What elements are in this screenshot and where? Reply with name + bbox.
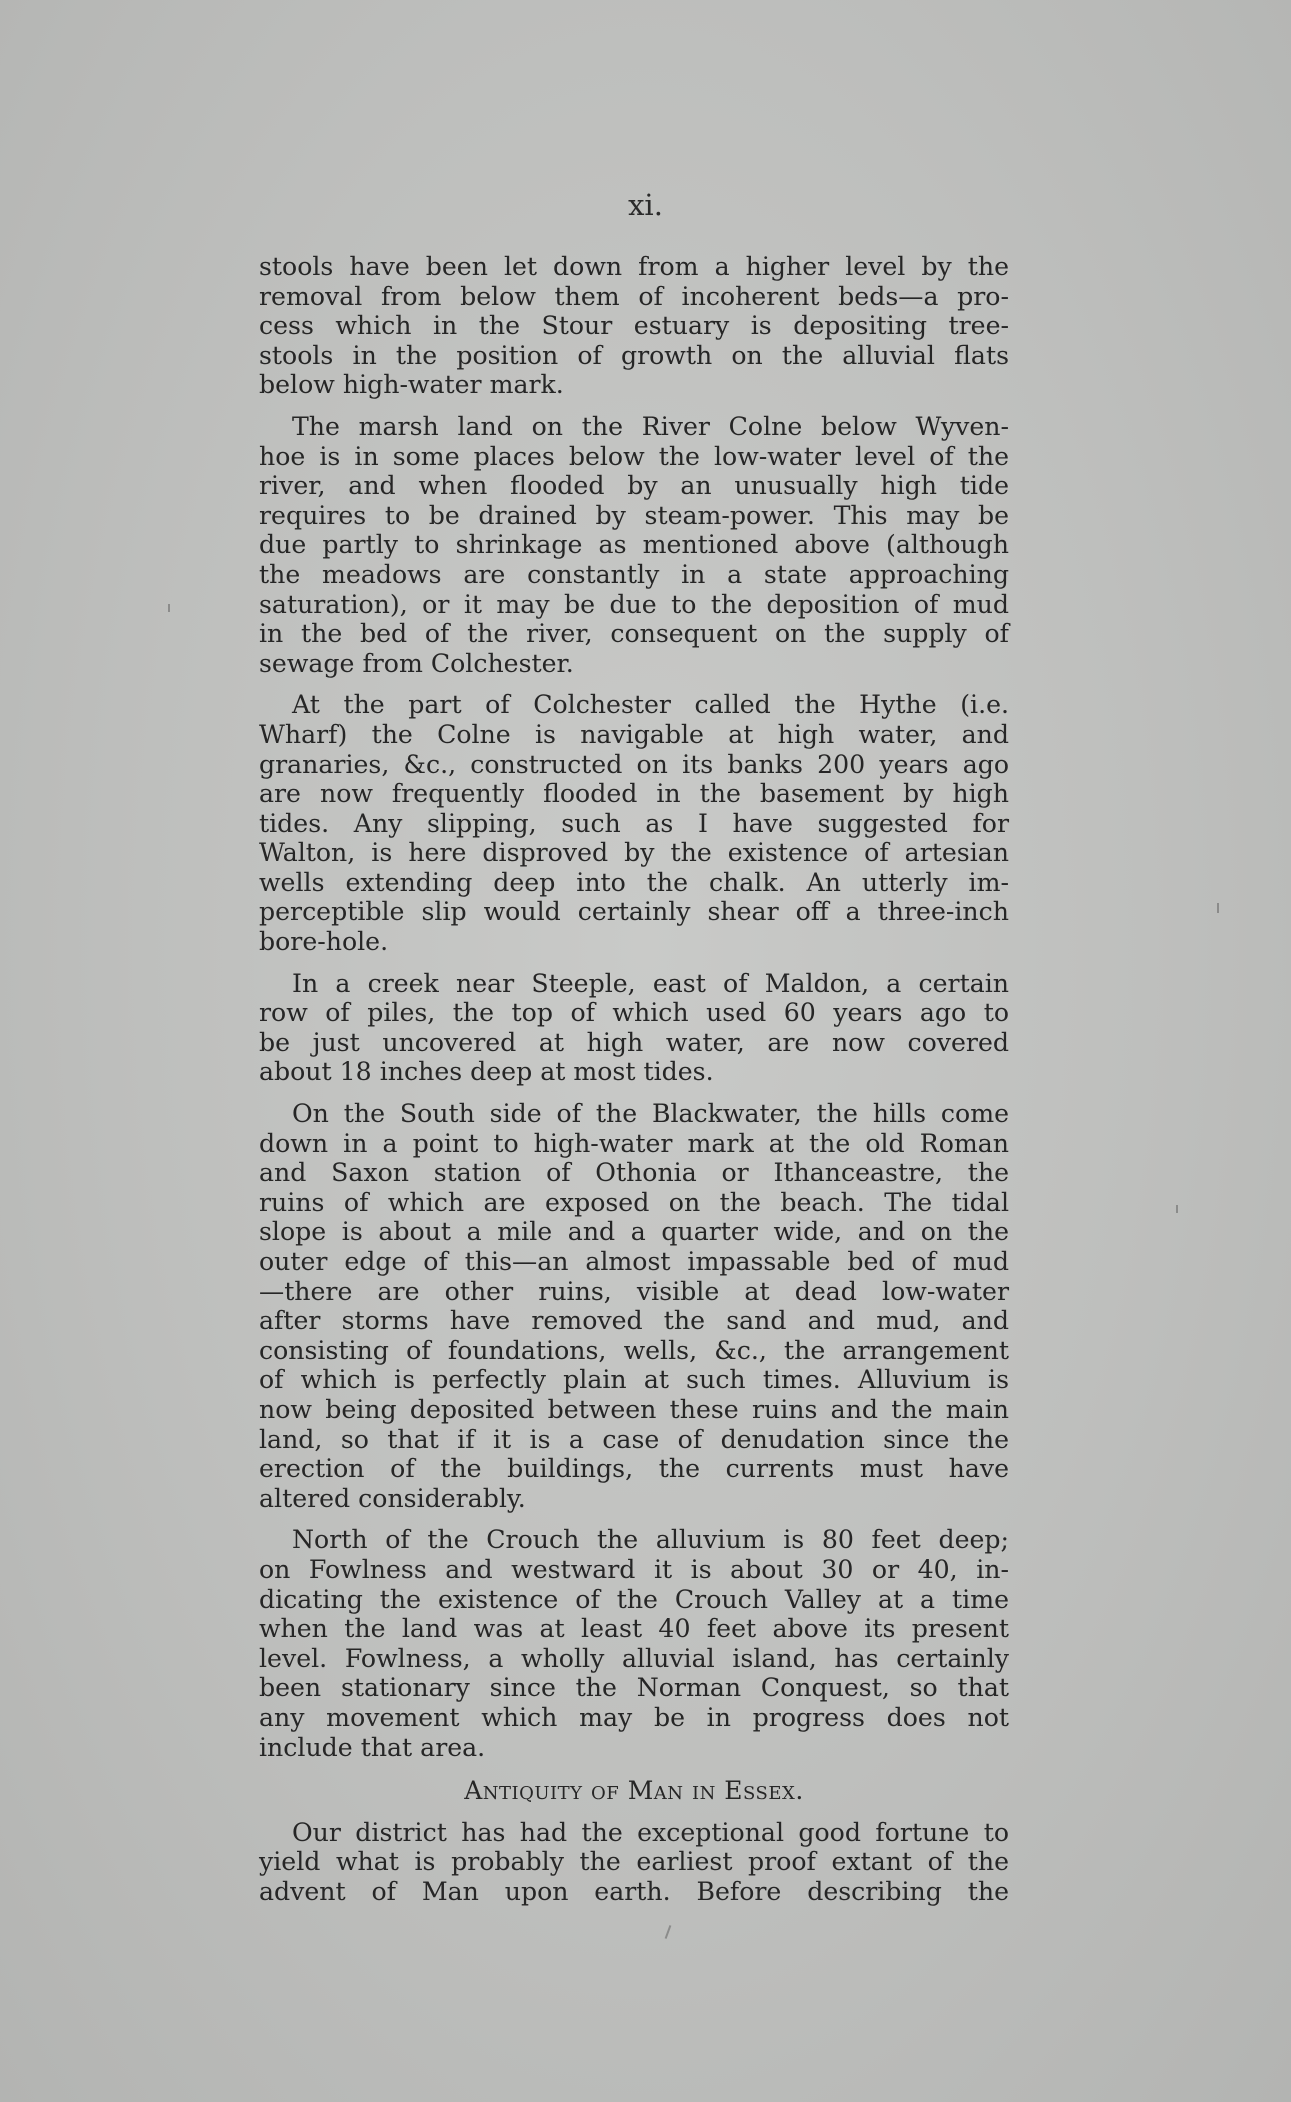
text-line: tides. Any slipping, such as I have suggested for <box>259 808 1009 838</box>
text-line: saturation), or it may be due to the deposition of mud <box>259 589 1009 619</box>
text-line: down in a point to high-water mark at the old Roman <box>259 1128 1009 1158</box>
paragraph-1 <box>259 252 1009 400</box>
paragraph-4 <box>259 969 1009 1087</box>
text-line: Wharf) the Colne is navigable at high water, and <box>259 719 1009 749</box>
text-line: erection of the buildings, the currents must have <box>259 1454 1009 1484</box>
text-line: altered considerably. <box>259 1483 526 1513</box>
text-column <box>259 252 1009 1918</box>
text-line: consisting of foundations, wells, &c., the arrangement <box>259 1335 1009 1365</box>
text-line: of which is perfectly plain at such times. Alluvium is <box>259 1365 1009 1395</box>
text-line: On the South side of the Blackwater, the hills come <box>292 1099 1009 1129</box>
text-line: dicating the existence of the Crouch Valley at a time <box>259 1584 1009 1614</box>
paper-speck <box>1176 1205 1178 1213</box>
text-line: ruins of which are exposed on the beach. The tidal <box>259 1187 1009 1217</box>
text-line: At the part of Colchester called the Hythe (i.e. <box>292 690 1009 720</box>
text-line: slope is about a mile and a quarter wide, and on the <box>259 1217 1009 1247</box>
text-line: below high-water mark. <box>259 370 564 400</box>
text-line: yield what is probably the earliest proof extant of the <box>259 1847 1009 1877</box>
text-line: on Fowlness and westward it is about 30 or 40, in- <box>259 1554 1009 1584</box>
text-line: North of the Crouch the alluvium is 80 feet deep; <box>292 1525 1009 1555</box>
paragraph-6 <box>259 1525 1009 1762</box>
text-line: Walton, is here disproved by the existence of artesian <box>259 838 1009 868</box>
text-line: stools in the position of growth on the alluvial flats <box>259 340 1009 370</box>
text-line: been stationary since the Norman Conquest, so that <box>259 1673 1009 1703</box>
text-line: bore-hole. <box>259 927 389 957</box>
text-line: include that area. <box>259 1732 486 1762</box>
text-line: be just uncovered at high water, are now covered <box>259 1027 1009 1057</box>
text-line: hoe is in some places below the low-water level of the <box>259 441 1009 471</box>
page-number: xi. <box>628 188 663 222</box>
text-line: removal from below them of incoherent beds—a pro- <box>259 281 1009 311</box>
text-line: due partly to shrinkage as mentioned above (although <box>259 530 1009 560</box>
section-heading: Antiquity of Man in Essex. <box>464 1776 804 1806</box>
paragraph-7 <box>259 1818 1009 1907</box>
text-line: in the bed of the river, consequent on the supply of <box>259 619 1009 649</box>
text-line: perceptible slip would certainly shear off a three-inch <box>259 897 1009 927</box>
text-line: wells extending deep into the chalk. An utterly im- <box>259 867 1009 897</box>
text-line: requires to be drained by steam-power. This may be <box>259 500 1009 530</box>
text-line: cess which in the Stour estuary is depositing tree- <box>259 311 1009 341</box>
text-line: now being deposited between these ruins and the main <box>259 1394 1009 1424</box>
text-line: granaries, &c., constructed on its banks 200 years ago <box>259 749 1009 779</box>
paragraph-2 <box>259 412 1009 678</box>
paper-speck <box>168 604 170 612</box>
text-line: the meadows are constantly in a state approaching <box>259 559 1009 589</box>
text-line: are now frequently flooded in the basement by high <box>259 779 1009 809</box>
text-line: In a creek near Steeple, east of Maldon, a certain <box>292 968 1009 998</box>
text-line: about 18 inches deep at most tides. <box>259 1057 714 1087</box>
text-line: after storms have removed the sand and mud, and <box>259 1306 1009 1336</box>
text-line: outer edge of this—an almost impassable bed of mud <box>259 1247 1009 1276</box>
paragraph-5 <box>259 1099 1009 1513</box>
text-line: Our district has had the exceptional good fortune to <box>292 1817 1009 1847</box>
text-line: river, and when flooded by an unusually high tide <box>259 471 1009 501</box>
text-line: advent of Man upon earth. Before describing the <box>259 1876 1009 1906</box>
paragraph-3 <box>259 690 1009 956</box>
text-line: —there are other ruins, visible at dead low-water <box>259 1276 1009 1306</box>
paper-speck <box>665 1925 672 1939</box>
text-line: The marsh land on the River Colne below Wyven- <box>292 411 1009 441</box>
paper-speck <box>1217 903 1219 913</box>
text-line: row of piles, the top of which used 60 years ago to <box>259 998 1009 1028</box>
text-line: stools have been let down from a higher level by the <box>259 252 1009 281</box>
text-line: land, so that if it is a case of denudation since the <box>259 1424 1009 1454</box>
text-line: any movement which may be in progress does not <box>259 1702 1009 1732</box>
text-line: level. Fowlness, a wholly alluvial island, has certainly <box>259 1643 1009 1673</box>
text-line: sewage from Colchester. <box>259 648 574 678</box>
text-line: when the land was at least 40 feet above its present <box>259 1614 1009 1644</box>
text-line: and Saxon station of Othonia or Ithanceastre, the <box>259 1158 1009 1188</box>
